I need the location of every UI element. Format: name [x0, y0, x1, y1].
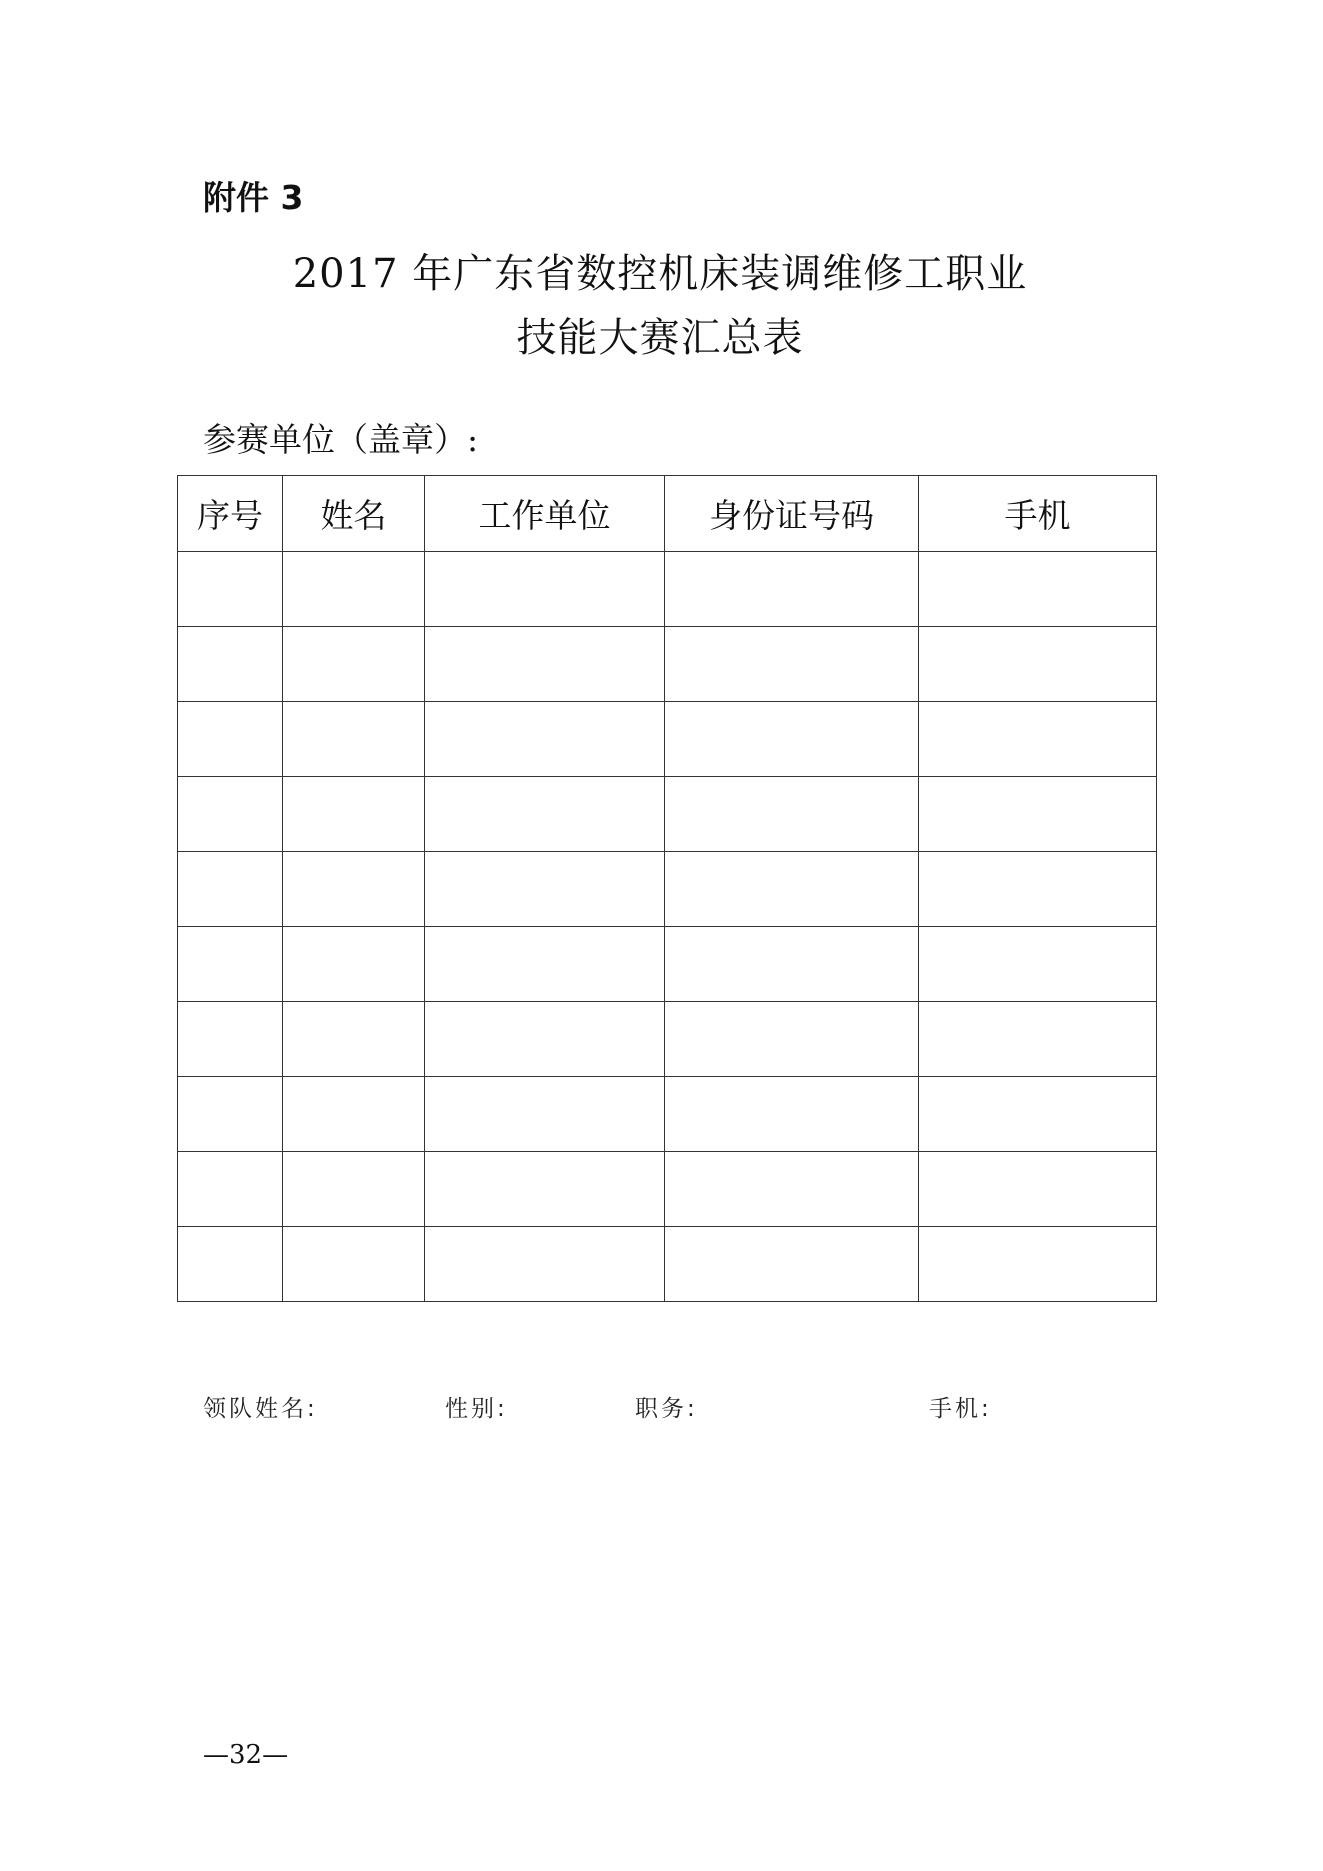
table-cell — [919, 552, 1157, 627]
table-cell — [425, 1152, 665, 1227]
table-cell — [425, 1002, 665, 1077]
table-cell — [425, 552, 665, 627]
document-title-line-2: 技能大赛汇总表 — [516, 315, 804, 361]
table-cell — [425, 1227, 665, 1302]
table-cell — [178, 777, 283, 852]
phone-label: 手机: — [929, 1396, 992, 1422]
table-row — [178, 1227, 1157, 1302]
table-cell — [283, 627, 425, 702]
table-cell — [178, 627, 283, 702]
header-mobile: 手机 — [919, 476, 1157, 552]
table-cell — [178, 927, 283, 1002]
table-cell — [665, 627, 919, 702]
table-cell — [283, 702, 425, 777]
table-cell — [178, 1227, 283, 1302]
table-cell — [178, 552, 283, 627]
table-cell — [283, 852, 425, 927]
position-label: 职务: — [635, 1396, 698, 1422]
table-cell — [425, 627, 665, 702]
table-cell — [919, 1002, 1157, 1077]
table-cell — [283, 777, 425, 852]
table-cell — [178, 1077, 283, 1152]
table-row — [178, 852, 1157, 927]
page-number: —32— — [203, 1740, 289, 1770]
table-row — [178, 927, 1157, 1002]
leader-info-line — [203, 1390, 1103, 1420]
table-cell — [283, 1152, 425, 1227]
table-cell — [665, 927, 919, 1002]
table-cell — [919, 1077, 1157, 1152]
table-cell — [283, 1077, 425, 1152]
table-cell — [425, 1077, 665, 1152]
participant-table — [177, 475, 1157, 1302]
table-cell — [919, 777, 1157, 852]
table-cell — [665, 1002, 919, 1077]
table-cell — [283, 1227, 425, 1302]
table-cell — [178, 852, 283, 927]
table-row — [178, 1152, 1157, 1227]
table-cell — [919, 1227, 1157, 1302]
table-row — [178, 1002, 1157, 1077]
table-cell — [919, 702, 1157, 777]
table-cell — [919, 627, 1157, 702]
table-cell — [425, 702, 665, 777]
table-cell — [665, 1227, 919, 1302]
header-serial-number: 序号 — [178, 476, 283, 552]
table-cell — [665, 1152, 919, 1227]
table-cell — [665, 777, 919, 852]
table-cell — [665, 852, 919, 927]
document-title-line-1: 2017 年广东省数控机床装调维修工职业 — [292, 251, 1028, 297]
table-cell — [919, 927, 1157, 1002]
table-row — [178, 552, 1157, 627]
table-cell — [178, 1152, 283, 1227]
table-cell — [283, 552, 425, 627]
participating-unit-label: 参赛单位（盖章）: — [203, 420, 479, 459]
header-id-number: 身份证号码 — [665, 476, 919, 552]
table-cell — [919, 1152, 1157, 1227]
gender-label: 性别: — [445, 1396, 508, 1422]
header-work-unit: 工作单位 — [425, 476, 665, 552]
table-cell — [425, 852, 665, 927]
table-cell — [283, 927, 425, 1002]
table-row — [178, 627, 1157, 702]
table-cell — [919, 852, 1157, 927]
table-cell — [425, 927, 665, 1002]
table-row — [178, 1077, 1157, 1152]
table-cell — [665, 702, 919, 777]
leader-name-label: 领队姓名: — [203, 1396, 318, 1422]
table-cell — [425, 777, 665, 852]
attachment-label: 附件 3 — [203, 178, 304, 217]
table-body — [178, 552, 1157, 1302]
table-cell — [665, 1077, 919, 1152]
table-row — [178, 777, 1157, 852]
table-cell — [283, 1002, 425, 1077]
table-row — [178, 702, 1157, 777]
table-header-row — [178, 476, 1157, 552]
table-cell — [178, 702, 283, 777]
table-cell — [178, 1002, 283, 1077]
table-cell — [665, 552, 919, 627]
header-name: 姓名 — [283, 476, 425, 552]
